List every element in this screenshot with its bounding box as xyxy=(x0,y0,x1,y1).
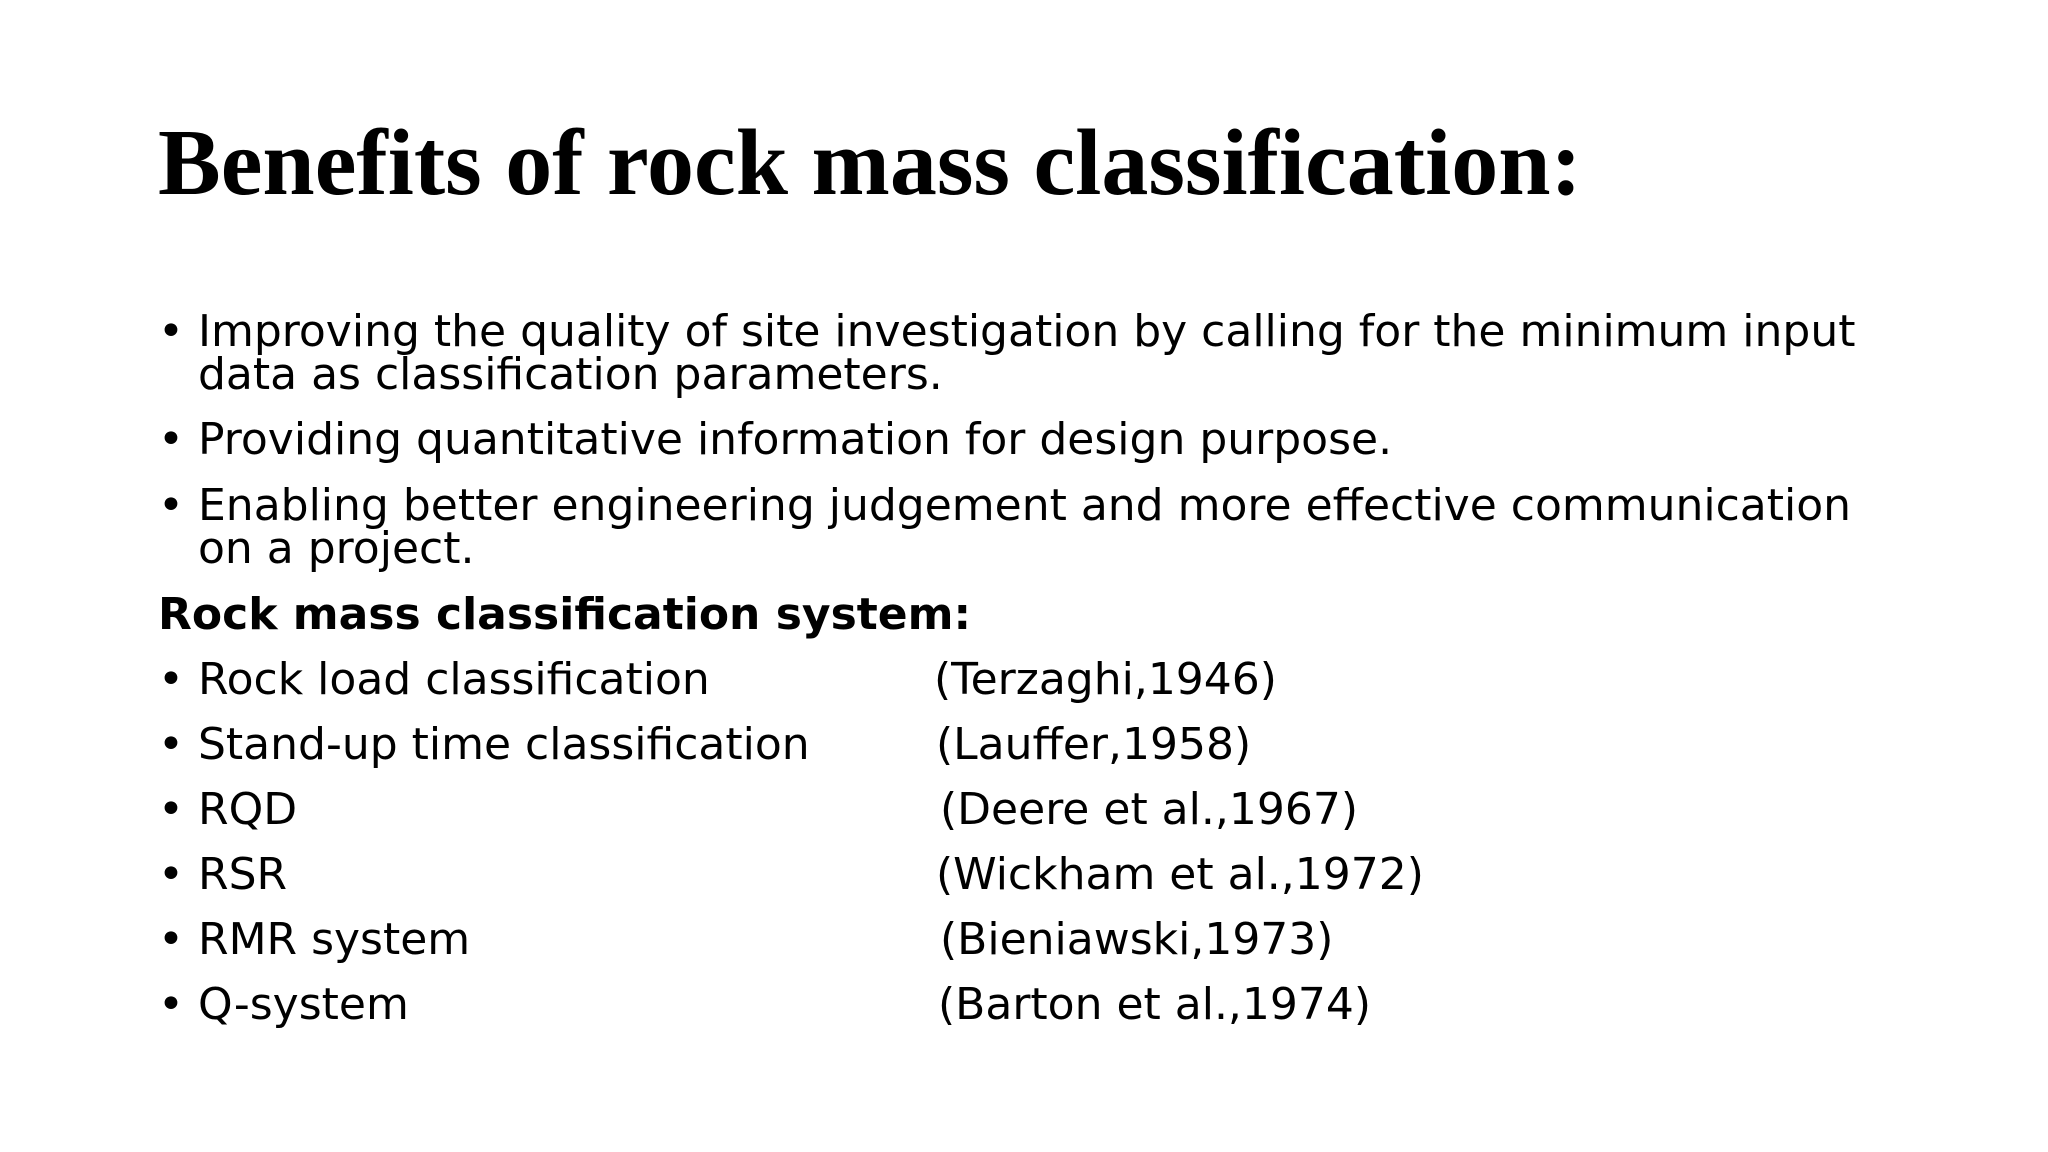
system-reference: (Terzaghi,1946) xyxy=(934,654,1277,705)
system-name: Q-system xyxy=(198,979,409,1030)
system-name: RQD xyxy=(198,784,298,835)
benefit-item xyxy=(158,480,1918,574)
bullet-icon: • xyxy=(158,719,184,770)
system-item xyxy=(158,719,1252,770)
bullet-icon: • xyxy=(158,480,184,531)
benefit-text: Providing quantitative information for design purpose. xyxy=(198,414,1393,465)
slide-title: Benefits of rock mass classification: xyxy=(158,111,1582,215)
system-reference: (Barton et al.,1974) xyxy=(938,979,1372,1030)
system-item xyxy=(158,784,1358,835)
system-item xyxy=(158,979,1372,1030)
system-item xyxy=(158,654,1277,705)
system-reference: (Lauffer,1958) xyxy=(936,719,1252,770)
benefit-text: Improving the quality of site investigation by calling for the minimum input data as classification parameters. xyxy=(198,306,1856,400)
system-reference: (Deere et al.,1967) xyxy=(940,784,1358,835)
system-name: Stand-up time classification xyxy=(198,719,810,770)
system-name: RMR system xyxy=(198,914,471,965)
system-reference: (Bieniawski,1973) xyxy=(940,914,1334,965)
system-reference: (Wickham et al.,1972) xyxy=(936,849,1424,900)
benefit-text: Enabling better engineering judgement and more effective communication on a project. xyxy=(198,480,1852,574)
bullet-icon: • xyxy=(158,784,184,835)
system-item xyxy=(158,914,1334,965)
bullet-icon: • xyxy=(158,979,184,1030)
benefit-item xyxy=(158,306,1918,400)
bullet-icon: • xyxy=(158,306,184,357)
bullet-icon: • xyxy=(158,914,184,965)
bullet-icon: • xyxy=(158,414,184,465)
bullet-icon: • xyxy=(158,654,184,705)
system-name: Rock load classification xyxy=(198,654,710,705)
system-item xyxy=(158,849,1424,900)
benefit-item xyxy=(158,414,1918,465)
bullet-icon: • xyxy=(158,849,184,900)
systems-heading: Rock mass classification system: xyxy=(158,589,972,640)
system-name: RSR xyxy=(198,849,288,900)
